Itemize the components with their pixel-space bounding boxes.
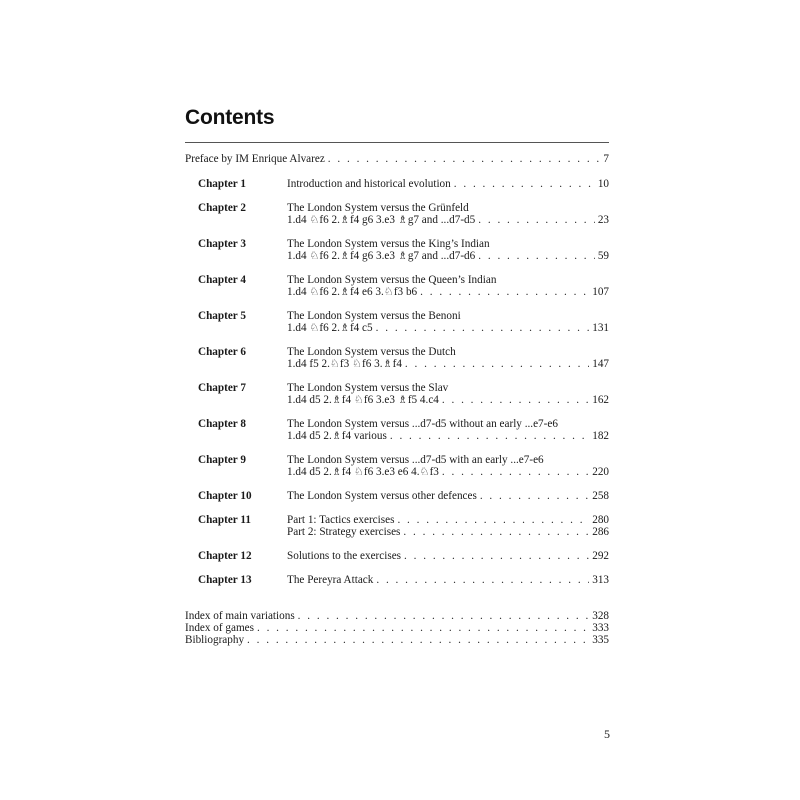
- leader-dots: [247, 634, 589, 646]
- chapter-label: Chapter 10: [198, 490, 252, 502]
- page-number: 5: [604, 727, 610, 741]
- back-matter-entry: [185, 634, 609, 646]
- chapter-part: Part 2: Strategy exercises: [287, 526, 401, 538]
- leader-dots: [376, 322, 590, 334]
- chapter-moves: 1.d4 ♘f6 2.♗f4 e6 3.♘f3 b6: [287, 286, 418, 298]
- leader-dots: [298, 610, 590, 622]
- chapter-label: Chapter 12: [198, 550, 252, 562]
- chapter-entry-line: [287, 466, 609, 478]
- back-matter-title: Bibliography: [185, 634, 245, 646]
- leader-dots: [403, 526, 589, 538]
- preface-page: 7: [603, 153, 609, 165]
- chapter-moves: 1.d4 d5 2.♗f4 ♘f6 3.e3 ♗f5 4.c4: [287, 394, 439, 406]
- chapter-label: Chapter 7: [198, 382, 246, 394]
- chapter-title: The London System versus other defences: [287, 490, 477, 502]
- chapter-page: 280: [592, 514, 609, 526]
- back-matter-entry: [185, 610, 609, 622]
- chapter-part: Part 1: Tactics exercises: [287, 514, 395, 526]
- chapter-moves: 1.d4 f5 2.♘f3 ♘f6 3.♗f4: [287, 358, 402, 370]
- chapter-page: 220: [592, 466, 609, 478]
- chapter-label: Chapter 8: [198, 418, 246, 430]
- chapter-page: 131: [592, 322, 609, 334]
- chapter-entry-line: [287, 514, 609, 526]
- leader-dots: [480, 490, 589, 502]
- chapter-moves: 1.d4 ♘f6 2.♗f4 c5: [287, 322, 373, 334]
- preface-text: Preface by IM Enrique Alvarez: [185, 153, 325, 165]
- chapter-page: 286: [592, 526, 609, 538]
- chapter-entry-line: [287, 550, 609, 562]
- chapter-title: Solutions to the exercises: [287, 550, 402, 562]
- chapter-title: The London System versus the Slav: [287, 382, 449, 394]
- chapter-page: 23: [597, 214, 609, 226]
- leader-dots: [420, 286, 589, 298]
- chapter-title: The London System versus ...d7-d5 without an early ...e7-e6: [287, 418, 558, 430]
- chapter-title: The London System versus the Grünfeld: [287, 202, 469, 214]
- chapter-page: 313: [592, 574, 609, 586]
- chapter-label: Chapter 4: [198, 274, 246, 286]
- chapter-moves: 1.d4 ♘f6 2.♗f4 g6 3.e3 ♗g7 and ...d7-d6: [287, 250, 476, 262]
- chapter-label: Chapter 11: [198, 514, 251, 526]
- chapter-title: The London System versus the Benoni: [287, 310, 461, 322]
- chapter-page: 10: [597, 178, 609, 190]
- chapter-page: 258: [592, 490, 609, 502]
- leader-dots: [257, 622, 589, 634]
- chapter-entry-line: [287, 322, 609, 334]
- chapter-page: 107: [592, 286, 609, 298]
- back-matter-entry: [185, 622, 609, 634]
- back-matter-title: Index of games: [185, 622, 254, 634]
- chapter-moves: 1.d4 d5 2.♗f4 ♘f6 3.e3 e6 4.♘f3: [287, 466, 439, 478]
- chapter-entry-line: [287, 394, 609, 406]
- chapter-entry-line: [287, 178, 609, 190]
- chapter-page: 59: [597, 250, 609, 262]
- chapter-page: 182: [592, 430, 609, 442]
- back-matter-page: 335: [592, 634, 609, 646]
- leader-dots: [328, 153, 601, 165]
- leader-dots: [376, 574, 589, 586]
- leader-dots: [478, 250, 595, 262]
- chapter-label: Chapter 9: [198, 454, 246, 466]
- leader-dots: [390, 430, 589, 442]
- chapter-entry-line: [287, 214, 609, 226]
- chapter-moves: 1.d4 ♘f6 2.♗f4 g6 3.e3 ♗g7 and ...d7-d5: [287, 214, 476, 226]
- chapter-title: The London System versus the Dutch: [287, 346, 456, 358]
- leader-dots: [397, 514, 589, 526]
- leader-dots: [478, 214, 595, 226]
- chapter-title: The London System versus the King’s Indian: [287, 238, 490, 250]
- chapter-label: Chapter 3: [198, 238, 246, 250]
- leader-dots: [405, 358, 589, 370]
- leader-dots: [404, 550, 589, 562]
- chapter-label: Chapter 5: [198, 310, 246, 322]
- chapter-label: Chapter 1: [198, 178, 246, 190]
- chapter-title: Introduction and historical evolution: [287, 178, 451, 190]
- leader-dots: [442, 394, 589, 406]
- title-rule: [185, 142, 609, 143]
- preface-entry: [185, 153, 609, 165]
- back-matter-page: 333: [592, 622, 609, 634]
- back-matter-title: Index of main variations: [185, 610, 295, 622]
- chapter-label: Chapter 13: [198, 574, 252, 586]
- back-matter-page: 328: [592, 610, 609, 622]
- leader-dots: [454, 178, 595, 190]
- chapter-title: The London System versus ...d7-d5 with an early ...e7-e6: [287, 454, 544, 466]
- chapter-page: 162: [592, 394, 609, 406]
- chapter-page: 147: [592, 358, 609, 370]
- chapter-entry-line: [287, 490, 609, 502]
- chapter-label: Chapter 6: [198, 346, 246, 358]
- page-title: Contents: [185, 106, 275, 129]
- chapter-moves: 1.d4 d5 2.♗f4 various: [287, 430, 387, 442]
- chapter-title: The London System versus the Queen’s Indian: [287, 274, 497, 286]
- chapter-title: The Pereyra Attack: [287, 574, 374, 586]
- chapter-label: Chapter 2: [198, 202, 246, 214]
- chapter-entry-line: [287, 358, 609, 370]
- chapter-entry-line: [287, 286, 609, 298]
- chapter-page: 292: [592, 550, 609, 562]
- chapter-entry-line: [287, 250, 609, 262]
- chapter-entry-line: [287, 526, 609, 538]
- chapter-entry-line: [287, 574, 609, 586]
- leader-dots: [442, 466, 589, 478]
- chapter-entry-line: [287, 430, 609, 442]
